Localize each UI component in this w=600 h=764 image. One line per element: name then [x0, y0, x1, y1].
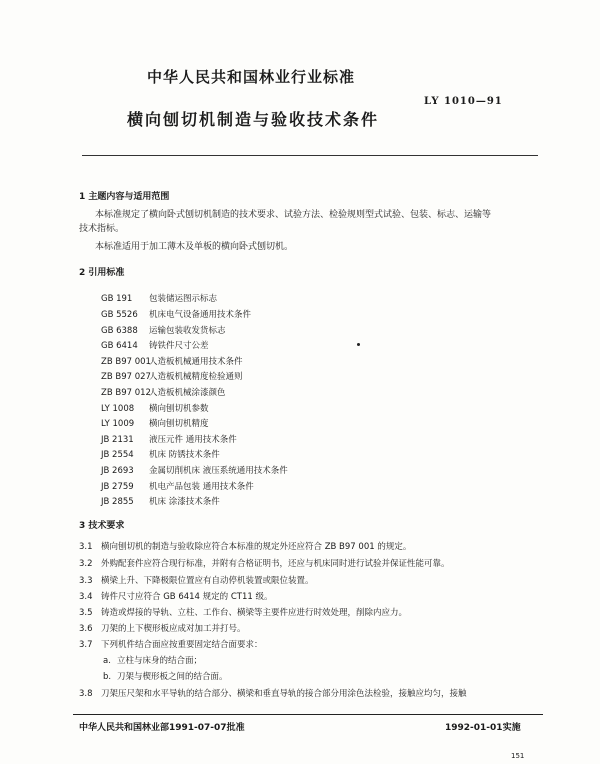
standard-code-ref: JB 2855 [101, 497, 134, 507]
standard-code-ref: ZB B97 001 [101, 357, 151, 367]
item-text: 铸件尺寸应符合 GB 6414 规定的 CT11 级。 [101, 592, 273, 602]
standard-name: 机床 涂漆技术条件 [149, 497, 220, 507]
requirement-item [79, 638, 263, 650]
standard-name: 液压元件 通用技术条件 [149, 435, 237, 445]
standard-name: 人造板机械精度检验通则 [149, 372, 243, 382]
requirement-item [79, 622, 246, 634]
effective-date: 1992-01-01实施 [445, 723, 521, 733]
standard-code: LY 1010—91 [424, 96, 503, 107]
standard-code-ref: LY 1009 [101, 419, 135, 429]
sub-item-label: a. [103, 656, 111, 666]
header-divider [82, 155, 538, 156]
sub-item-text: 立柱与床身的结合面； [117, 656, 203, 666]
item-number: 3.5 [79, 608, 93, 618]
item-number: 3.3 [79, 576, 93, 586]
standard-ref [101, 370, 243, 382]
standard-name: 机床电气设备通用技术条件 [149, 310, 252, 320]
item-number: 3.8 [79, 689, 93, 699]
footer-divider [73, 714, 543, 715]
standard-code-ref: JB 2131 [101, 435, 134, 445]
item-text: 刀架的上下楔形板应成对加工并打号。 [101, 624, 246, 634]
standard-name: 运输包装收发货标志 [149, 326, 226, 336]
item-text: 下列机件结合面应按重要固定结合面要求： [101, 640, 263, 650]
standard-ref [101, 292, 217, 304]
section-1-paragraph-1-line-2: 技术指标。 [79, 224, 125, 234]
sub-item [103, 654, 202, 666]
standard-name: 机电产品包装 通用技术条件 [149, 482, 254, 492]
sub-item [103, 670, 228, 682]
item-text: 刀架压尺架和水平导轨的结合部分、横梁和垂直导轨的接合部分用涂色法检验，接触应均匀，接触 [101, 689, 467, 699]
standard-code-ref: GB 191 [101, 294, 133, 304]
section-1-heading: 1 主题内容与适用范围 [79, 192, 170, 202]
page-number: 151 [511, 752, 525, 760]
standard-code-ref: ZB B97 027 [101, 372, 151, 382]
item-number: 3.2 [79, 559, 93, 569]
standard-ref [101, 464, 288, 476]
section-1-paragraph-1-line-1: 本标准规定了横向卧式刨切机制造的技术要求、试验方法、检验规则型式试验、包装、标志、运输等 [95, 210, 492, 220]
standard-code-ref: JB 2759 [101, 482, 134, 492]
section-1-paragraph-2: 本标准适用于加工薄木及单板的横向卧式刨切机。 [95, 242, 294, 252]
item-text: 外购配套件应符合现行标准，并附有合格证明书，还应与机床同时进行试验并保证性能可靠。 [101, 559, 450, 569]
section-3-heading: 3 技术要求 [79, 521, 125, 531]
standard-name: 包装储运图示标志 [149, 294, 218, 304]
standard-ref [101, 402, 209, 414]
standard-name: 人造板机械通用技术条件 [149, 357, 243, 367]
standard-code-ref: GB 5526 [101, 310, 138, 320]
standard-code-ref: GB 6414 [101, 341, 138, 351]
standard-ref [101, 433, 237, 445]
standard-name: 横向刨切机参数 [149, 404, 209, 414]
standard-ref [101, 386, 226, 398]
sub-item-label: b. [103, 672, 112, 682]
stray-mark [357, 343, 360, 346]
standard-name: 机床 防锈技术条件 [149, 450, 220, 460]
requirement-item [79, 606, 407, 618]
standard-code-ref: GB 6388 [101, 326, 138, 336]
approval-line: 中华人民共和国林业部1991-07-07批准 [79, 723, 245, 733]
sub-item-text: 刀架与楔形板之间的结合面。 [117, 672, 228, 682]
item-number: 3.7 [79, 640, 93, 650]
item-number: 3.4 [79, 592, 93, 602]
standard-ref [101, 308, 251, 320]
standard-ref [101, 324, 226, 336]
standard-ref [101, 495, 220, 507]
standard-ref [101, 480, 254, 492]
item-text: 铸造或焊接的导轨、立柱、工作台、横梁等主要件应进行时效处理，削除内应力。 [101, 608, 408, 618]
item-number: 3.1 [79, 542, 93, 552]
standard-ref [101, 417, 209, 429]
standard-ref [101, 448, 220, 460]
requirement-item [79, 557, 450, 569]
standard-ref [101, 339, 209, 351]
standard-ref [101, 355, 243, 367]
standard-name: 铸铁件尺寸公差 [149, 341, 209, 351]
standard-name: 金属切削机床 液压系统通用技术条件 [149, 466, 288, 476]
item-text: 横梁上升、下降极限位置应有自动停机装置或限位装置。 [101, 576, 314, 586]
item-number: 3.6 [79, 624, 93, 634]
requirement-item [79, 590, 273, 602]
issuing-organization: 中华人民共和国林业行业标准 [147, 68, 356, 86]
section-2-heading: 2 引用标准 [79, 268, 125, 278]
standard-code-ref: JB 2693 [101, 466, 134, 476]
item-text: 横向刨切机的制造与验收除应符合本标准的规定外还应符合 ZB B97 001 的规定。 [101, 542, 412, 552]
document-title: 横向刨切机制造与验收技术条件 [127, 110, 380, 129]
standard-code-ref: ZB B97 012 [101, 388, 151, 398]
standard-name: 横向刨切机精度 [149, 419, 209, 429]
standard-code-ref: LY 1008 [101, 404, 135, 414]
requirement-item [79, 687, 467, 699]
requirement-item [79, 574, 314, 586]
requirement-item [79, 540, 411, 552]
standard-code-ref: JB 2554 [101, 450, 134, 460]
standard-name: 人造板机械涂漆颜色 [149, 388, 226, 398]
